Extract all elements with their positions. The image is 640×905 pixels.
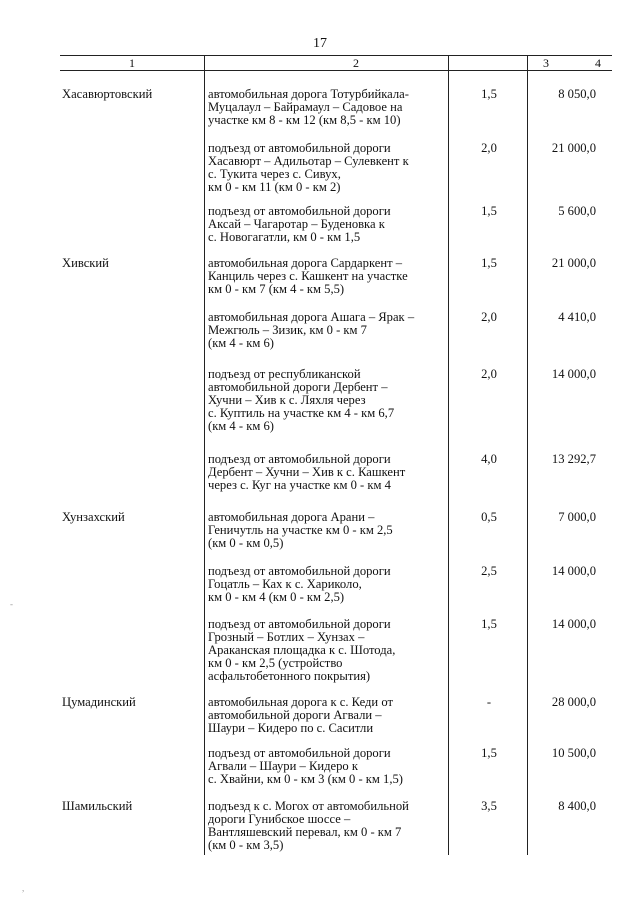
cost-value: 14 000,0	[551, 367, 596, 381]
length-km: 2,5	[481, 564, 497, 578]
header-divider-2	[448, 55, 449, 69]
header-col-3: 3	[543, 56, 549, 70]
length-km: 1,5	[481, 204, 497, 218]
header-col-4: 4	[595, 56, 601, 70]
cost-value: 28 000,0	[551, 695, 596, 709]
cost-value: 21 000,0	[551, 256, 596, 270]
road-description: подъезд от автомобильной дороги Хасавюрт – Адильотар – Сулевкент к с. Тукита через с. Сивух, км 0 - км 11 (км 0 - км 2)	[208, 141, 409, 195]
cost-value: 8 050,0	[558, 87, 596, 101]
cost-value: 10 500,0	[551, 746, 596, 760]
road-description: подъезд от автомобильной дороги Грозный – Ботлих – Хунзах – Араканская площадка к с. Шотода, км 0 - км 2,5 (устройство асфальтобетонного покрытия)	[208, 617, 396, 684]
length-km: 0,5	[481, 510, 497, 524]
header-col-2: 2	[353, 56, 359, 70]
cost-value: 4 410,0	[558, 310, 596, 324]
length-km: 4,0	[481, 452, 497, 466]
district-name: Хунзахский	[62, 510, 125, 524]
length-km: 2,0	[481, 310, 497, 324]
length-km: -	[486, 695, 492, 709]
road-description: подъезд к с. Могох от автомобильной дороги Гунибское шоссе – Вантляшевский перевал, км 0 - км 7 (км 0 - км 3,5)	[208, 799, 409, 853]
district-name: Хасавюртовский	[62, 87, 153, 101]
length-km: 3,5	[481, 799, 497, 813]
column-divider-3	[527, 55, 528, 855]
scan-mark: ,	[22, 883, 25, 893]
length-km: 1,5	[481, 256, 497, 270]
road-description: подъезд от автомобильной дороги Дербент – Хучни – Хив к с. Кашкент через с. Куг на участке км 0 - км 4	[208, 452, 406, 493]
road-description: автомобильная дорога к с. Кеди от автомобильной дороги Агвали – Шаури – Кидеро по с. Саситли	[208, 695, 393, 736]
road-description: автомобильная дорога Ашага – Ярак – Межгюль – Зизик, км 0 - км 7 (км 4 - км 6)	[208, 310, 415, 351]
district-name: Шамильский	[62, 799, 133, 813]
length-km: 1,5	[481, 746, 497, 760]
page-number: 17	[313, 36, 327, 51]
road-description: автомобильная дорога Арани – Геничутль на участке км 0 - км 2,5 (км 0 - км 0,5)	[208, 510, 393, 551]
cost-value: 13 292,7	[551, 452, 596, 466]
road-description: автомобильная дорога Тотурбийкала- Муцалаул – Байрамаул – Садовое на участке км 8 - км 12 (км 8,5 - км 10)	[208, 87, 409, 128]
road-description: подъезд от автомобильной дороги Аксай – Чагаротар – Буденовка к с. Новогагатли, км 0 - км 1,5	[208, 204, 391, 245]
table-header	[60, 55, 612, 71]
length-km: 2,0	[481, 367, 497, 381]
length-km: 1,5	[481, 87, 497, 101]
cost-value: 14 000,0	[551, 564, 596, 578]
column-divider-2	[448, 69, 449, 855]
road-description: подъезд от автомобильной дороги Агвали – Шаури – Кидеро к с. Хвайни, км 0 - км 3 (км 0 - км 1,5)	[208, 746, 403, 787]
header-col-1: 1	[129, 56, 135, 70]
road-description: подъезд от автомобильной дороги Гоцатль – Ках к с. Хариколо, км 0 - км 4 (км 0 - км 2,5)	[208, 564, 391, 605]
column-divider-1	[204, 69, 205, 855]
length-km: 2,0	[481, 141, 497, 155]
district-name: Цумадинский	[62, 695, 136, 709]
cost-value: 5 600,0	[558, 204, 596, 218]
cost-value: 21 000,0	[551, 141, 596, 155]
header-divider-1	[204, 55, 205, 69]
district-name: Хивский	[62, 256, 109, 270]
cost-value: 8 400,0	[558, 799, 596, 813]
cost-value: 7 000,0	[558, 510, 596, 524]
scan-mark: -	[10, 599, 13, 609]
road-description: подъезд от республиканской автомобильной дороги Дербент – Хучни – Хив к с. Ляхля через с. Куптиль на участке км 4 - км 6,7 (км 4 - км 6)	[208, 367, 395, 434]
cost-value: 14 000,0	[551, 617, 596, 631]
length-km: 1,5	[481, 617, 497, 631]
road-description: автомобильная дорога Сардаркент – Канциль через с. Кашкент на участке км 0 - км 7 (км 4 - км 5,5)	[208, 256, 408, 297]
